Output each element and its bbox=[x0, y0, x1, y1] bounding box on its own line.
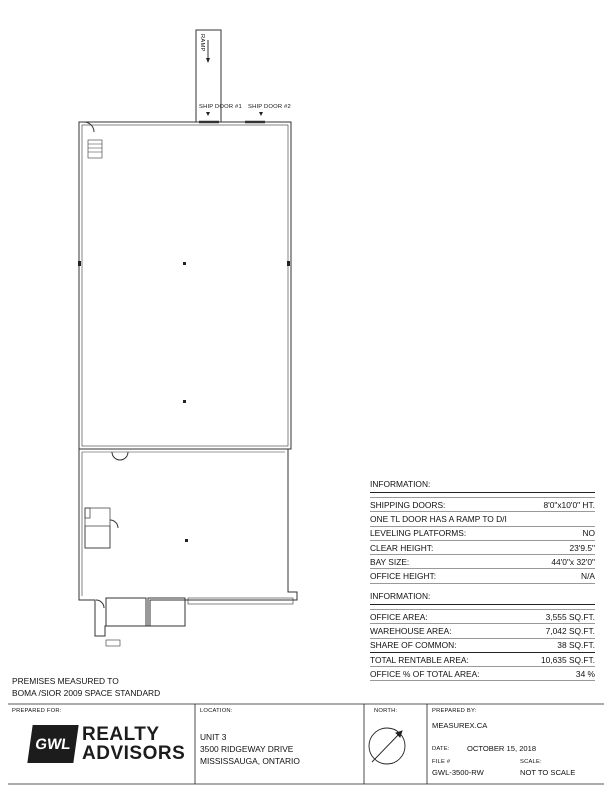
file-value: GWL-3500-RW bbox=[432, 768, 484, 777]
file-label: FILE # bbox=[432, 759, 451, 765]
info-row: OFFICE HEIGHT: N/A bbox=[370, 569, 595, 583]
info-row: ONE TL DOOR HAS A RAMP TO D/I bbox=[370, 512, 595, 526]
location-address: UNIT 3 3500 RIDGEWAY DRIVE MISSISSAUGA, ONTARIO bbox=[200, 732, 300, 766]
info-row: LEVELING PLATFORMS: NO bbox=[370, 527, 595, 541]
door-swing-4 bbox=[84, 122, 94, 132]
dock-door-2-label: SHIP DOOR #2 bbox=[248, 104, 291, 110]
office-room-2 bbox=[148, 598, 185, 626]
dock-door-1-label: SHIP DOOR #1 bbox=[199, 104, 242, 110]
north-arrow-icon bbox=[369, 728, 405, 764]
date-label: DATE: bbox=[432, 746, 450, 752]
info-panel-areas bbox=[370, 591, 595, 681]
gwl-logo bbox=[30, 722, 185, 766]
washroom-stall bbox=[85, 526, 110, 548]
date-value: OCTOBER 15, 2018 bbox=[467, 744, 537, 753]
washroom bbox=[85, 508, 110, 548]
info-panel-doors bbox=[370, 479, 595, 584]
info-row: TOTAL RENTABLE AREA: 10,635 SQ.FT. bbox=[370, 653, 595, 667]
scale-label: SCALE: bbox=[520, 759, 542, 765]
column bbox=[183, 400, 186, 403]
column bbox=[78, 261, 81, 266]
office-room-1 bbox=[106, 598, 146, 626]
info-row: SHIPPING DOORS: 8'0"x10'0" HT. bbox=[370, 497, 595, 512]
stairs bbox=[88, 140, 102, 158]
logo-mark: GWL bbox=[27, 725, 78, 763]
ramp-label: RAMP bbox=[199, 34, 205, 52]
arrow-icon bbox=[206, 112, 210, 116]
warehouse-inner-wall bbox=[82, 125, 288, 446]
arrow-icon bbox=[206, 58, 210, 63]
info-header: INFORMATION: bbox=[370, 479, 595, 493]
info-row: CLEAR HEIGHT: 23'9.5" bbox=[370, 541, 595, 555]
prepared-for-label: PREPARED FOR: bbox=[12, 708, 62, 714]
door-swing-3 bbox=[110, 520, 118, 528]
premises-note: PREMISES MEASURED TO BOMA /SIOR 2009 SPACE STANDARD bbox=[12, 676, 161, 698]
office-outline bbox=[79, 449, 297, 636]
column bbox=[185, 539, 188, 542]
door-swing-2 bbox=[120, 452, 128, 460]
exterior-step bbox=[106, 640, 120, 646]
door-swing-5 bbox=[96, 600, 104, 608]
info-row: BAY SIZE: 44'0"x 32'0" bbox=[370, 555, 595, 569]
scale-value: NOT TO SCALE bbox=[520, 768, 576, 777]
washroom-fixture bbox=[85, 508, 90, 518]
info-header: INFORMATION: bbox=[370, 591, 595, 605]
info-row: OFFICE AREA: 3,555 SQ.FT. bbox=[370, 609, 595, 624]
warehouse-outline bbox=[79, 122, 291, 449]
door-swing-1 bbox=[112, 452, 120, 460]
info-row: SHARE OF COMMON: 38 SQ.FT. bbox=[370, 639, 595, 653]
column bbox=[287, 261, 290, 266]
prepared-by-value: MEASUREX.CA bbox=[432, 721, 488, 730]
arrow-icon bbox=[259, 112, 263, 116]
north-label: NORTH: bbox=[374, 708, 398, 714]
prepared-by-label: PREPARED BY: bbox=[432, 708, 477, 714]
info-row: WAREHOUSE AREA: 7,042 SQ.FT. bbox=[370, 624, 595, 638]
window-strip bbox=[188, 598, 293, 604]
logo-wordmark: REALTY ADVISORS bbox=[82, 724, 186, 764]
column bbox=[183, 262, 186, 265]
info-row: OFFICE % OF TOTAL AREA: 34 % bbox=[370, 667, 595, 681]
location-label: LOCATION: bbox=[200, 708, 233, 714]
